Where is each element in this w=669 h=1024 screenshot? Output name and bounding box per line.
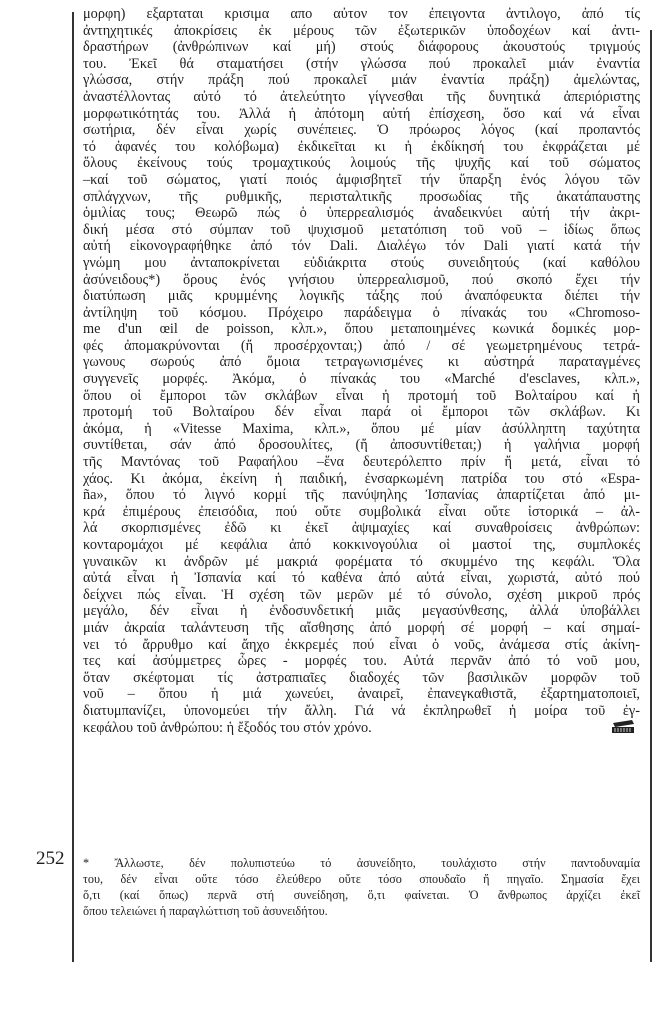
text-line-content: τες καί ἀσύμμετρες ὧρες - μορφές του. Αὐτά περνᾶν ἀπό τό νοῦ μου, xyxy=(83,653,640,670)
text-line-content: τῆς Μαντόνας τοῦ Ραφαήλου –ἕνα δευτερόλεπτο πρίν ἤ μετά, εἶναι τό xyxy=(83,454,640,471)
text-line-content: γωνους σωρούς ἀπό ὅμοια τετραγωνισμένες κι αὐστηρά παραταγμένες xyxy=(83,354,640,371)
text-line-content: διατυμπανίζει, ὑπονομεύει τήν ἄλλη. Γιά νά ἐκπληρωθεῖ ἡ μοίρα τοῦ ἐγ- xyxy=(83,702,640,719)
text-line xyxy=(83,637,640,654)
text-line-content: δραστήρων (ἀνθρώπινων καί μή) στούς διάφορους ἀκουστούς τριγμούς xyxy=(83,39,640,56)
text-line-content: ἀκόμα, ἡ «Vitesse Maxima, κλπ.», ὅπου μέ μίαν ἀσύλληπτη ταχύτητα xyxy=(83,420,640,437)
text-line xyxy=(83,305,640,322)
text-line-content: ὁμιλίας τους; Θεωρῶ πώς ὁ ὑπερρεαλισμός ἀναδεικνύει αὐτή τήν ἀκρι- xyxy=(83,205,640,222)
text-line-content: συγγενεῖς μορφές. Ἀκόμα, ὁ πίνακάς του «Marché d'esclaves, κλπ.», xyxy=(83,371,640,388)
text-line-content: μορφωτικότητάς του. Ἀλλά ἡ ἀπότομη αὐτή ἐπίσχεση, ὅσο καί νά εἶναι xyxy=(83,105,640,122)
text-line xyxy=(83,371,640,388)
text-line xyxy=(83,471,640,488)
text-line-content: ἀσύνειδους*) ὅρους ἑνός γνήσιου ὑπερρεαλισμοῦ, πού σκοπό ἔχει τήν xyxy=(83,271,640,288)
text-line xyxy=(83,504,640,521)
text-line-content: λά σκορπισμένες ἐδῶ κι ἐκεῖ ἀψιμαχίες καί συναθροίσεις ἀνθρώπων: xyxy=(83,520,640,537)
text-line xyxy=(83,437,640,454)
text-line xyxy=(83,554,640,571)
text-line xyxy=(83,23,640,40)
text-line xyxy=(83,255,640,272)
text-line-content: ña», ὅπου τό λιγνό κορμί τῆς πανύψηλης Ἰσπανίας ἀπαρτίζεται ἀπό μι- xyxy=(83,487,640,504)
text-line-content: αὐτά εἶναι ἡ Ἰσπανία καί τό καθένα ἀπό αὐτά εἶναι, χωριστά, αὐτό πού xyxy=(83,570,640,587)
text-line-content: γλώσσα, στήν πράξη πού προκαλεῖ μιάν ἐναντία πράξη) ἀμελώντας, xyxy=(83,72,640,89)
text-line-content: ὅλους ἐκείνους τούς τρομαχτικούς λοιμούς τῆς ψυχῆς καί τοῦ σώματος xyxy=(83,155,640,172)
right-margin-rule xyxy=(650,30,652,962)
text-line-content: νει τό ἄρρυθμο καί ἄηχο ἐκκρεμές πού εἶναι ὁ νοῦς, ἀνάμεσα στίς ἀκίνη- xyxy=(83,636,640,653)
body-text xyxy=(83,6,640,736)
text-line xyxy=(83,172,640,189)
text-line xyxy=(83,106,640,123)
text-line-content: κρά ἐπιμέρους ἐπεισόδια, πού οὔτε συμβολικά εἶναι οὔτε ἱστορικά – ἀλ- xyxy=(83,503,640,520)
text-line-content: κονταρομάχοι μέ κεφάλια ἀπό κοκκινογούλια οἱ μαστοί της, συμπλοκές xyxy=(83,537,640,553)
text-line xyxy=(83,222,640,239)
text-line xyxy=(83,155,640,172)
footnote-line: * Ἄλλωστε, δέν πολυπιστεύω τό ἀσυνείδητο, τουλάχιστο στήν παντοδυναμία xyxy=(83,856,640,870)
text-line-content: me d'un œil de poisson, κλπ.», ὅπου μεταποιημένες κωνικά δομικές μορ- xyxy=(83,321,640,338)
text-line xyxy=(83,603,640,620)
text-line-content: μιάν ἀκραία ταλάντευση τῆς αἴσθησης ἀπό μορφή σέ μορφή – καί σημαί- xyxy=(83,619,640,636)
text-line-content: γνώμη μου ἀνταποκρίνεται εὐδιάκριτα στούς συνειδητούς (καί καθόλου xyxy=(83,254,640,271)
text-line xyxy=(83,388,640,405)
text-line xyxy=(83,686,640,703)
text-line-content: διατύπωση μιᾶς κρυμμένης λογικῆς τάξης πού ἀναπόφευκτα διέπει τήν xyxy=(83,288,640,305)
text-line xyxy=(83,570,640,587)
text-line-content: ὅπου οἱ ἔμποροι τῶν σκλάβων εἶναι ἡ προτομή τοῦ Βολταίρου καί ἡ xyxy=(83,387,640,404)
text-line-content: τό ἀφανές του κολόβωμα) ἐκδικεῖται κι ἡ ἐκδίκησή του ἐκφράζεται μέ xyxy=(83,138,640,155)
text-line xyxy=(83,122,640,139)
typewriter-ornament-icon xyxy=(610,718,636,734)
text-line xyxy=(83,354,640,371)
footnote xyxy=(83,855,640,919)
text-line-content: σωτήρια, δέν εἶναι χωρίς συνέπειες. Ὁ πρόωρος λόγος (καί προπαντός xyxy=(83,122,640,139)
text-line xyxy=(83,404,640,421)
text-line-content: δική μέσα στό σύμπαν τοῦ ψυχισμοῦ μετατόπιση τοῦ νοῦ – ἰδίως ὅπως xyxy=(83,221,640,238)
text-line-content: ἀντηχητικές ἀποκρίσεις ἐκ μέρους τῶν ἐξωτερικῶν ὑποδοχέων καί ἀντι- xyxy=(83,22,640,39)
text-line xyxy=(83,454,640,471)
text-line xyxy=(83,288,640,305)
text-line-content: μεγάλο, δέν εἶναι ἡ ἐνδοσυνδετική μιᾶς μεγασύνθεσης, ἀλλά ὑποβάλλει xyxy=(83,603,640,620)
text-line xyxy=(83,72,640,89)
text-line xyxy=(83,189,640,206)
text-line xyxy=(83,6,640,23)
text-line xyxy=(83,720,640,737)
page-number: 252 xyxy=(36,848,65,869)
text-line-content: ὅταν σκέφτομαι τίς ἀστραπιαῖες διαδοχές τῶν βασιλικῶν μορφῶν τοῦ xyxy=(83,669,640,686)
footnote-line: ὅπου τελειώνει ἡ παραγλώττιση τοῦ ἀσυνειδήτου. xyxy=(83,904,328,918)
text-line-content: ἀντίληψη τοῦ κόσμου. Πρόχειρο παράδειγμα ὁ πίνακάς του «Chromoso- xyxy=(83,304,640,321)
text-line-content: μορφη) εξαρταται κρισιμα απο αὐτον τον ἐπειγοντα ἀντιλογο, ἀπό τίς xyxy=(83,6,640,22)
footnote-line: ὅ,τι (καί ὅπως) περνᾶ στή συνείδηση, ὅ,τι φαίνεται. Ὁ ἄνθρωπος ἀρχίζει ἐκεῖ xyxy=(83,888,640,902)
text-line xyxy=(83,39,640,56)
text-line-content: προτομή τοῦ Βολταίρου δέν εἶναι παρά οἱ ἔμποροι τῶν σκλάβων. Κι xyxy=(83,404,640,421)
text-line-content: –καί τοῦ σώματος, γιατί ποιός ἀμφισβητεῖ τήν ὕπαρξη ἑνός λόγου τῶν xyxy=(83,171,640,188)
text-line-content: δείχνει πώς εἶναι. Ἡ σχέση τῶν μερῶν μέ τό σύνολο, σχέση μικροῦ πρός xyxy=(83,586,640,603)
text-line-content: κεφάλου τοῦ ἀνθρώπου: ἡ ἔξοδός του στόν χρόνο. xyxy=(83,719,372,736)
text-line xyxy=(83,537,640,554)
text-line xyxy=(83,56,640,73)
text-line xyxy=(83,653,640,670)
text-line xyxy=(83,620,640,637)
text-line-content: φές ἀπομακρύνονται (ἤ προσέρχονται;) ἀπό / σέ γεωμετρημένους τετρά- xyxy=(83,337,640,354)
text-line-content: σπλάγχνων, τῆς ρυθμικῆς, περισταλτικῆς προσωδίας τῆς ἀκατάπαυστης xyxy=(83,188,640,205)
text-line-content: γυναικῶν κι ἀνδρῶν μέ μακριά φορέματα τό σκυμμένο της κεφάλι. Ὅλα xyxy=(83,553,640,570)
text-line-content: χάος. Κι ἀκόμα, ἐκείνη ἡ παιδική, ἐνσαρκωμένη πατρίδα του στό «Espa- xyxy=(83,470,640,487)
left-margin-rule xyxy=(72,12,74,962)
text-line xyxy=(83,520,640,537)
text-line xyxy=(83,139,640,156)
text-line xyxy=(83,421,640,438)
text-line-content: ἀναστέλλοντας αὐτό τό ἀτελεύτητο γίγνεσθαι τῆς δυνητικά ἀπεριόριστης xyxy=(83,88,640,105)
text-line xyxy=(83,238,640,255)
text-line xyxy=(83,89,640,106)
text-line xyxy=(83,205,640,222)
text-line xyxy=(83,338,640,355)
text-line xyxy=(83,670,640,687)
text-line-content: νοῦ – ὅπου ἡ μιά χωνεύει, ἀναιρεῖ, ἐπανεγκαθιστᾶ, ἐξαρτηματοποιεῖ, xyxy=(83,686,640,703)
text-line-content: του. Ἐκεῖ θά σταματήσει (στήν γλώσσα πού προκαλεῖ μιάν ἐναντία xyxy=(83,55,640,72)
text-line xyxy=(83,272,640,289)
text-line xyxy=(83,321,640,338)
text-line xyxy=(83,703,640,720)
text-line-content: αὐτή εἰκονογραφήθηκε ἀπό τόν Dali. Διαλέγω τόν Dali γιατί κατά τήν xyxy=(83,238,640,255)
text-line xyxy=(83,487,640,504)
text-line xyxy=(83,587,640,604)
text-line-content: συντίθεται, σάν ἀπό δροσουλίτες, (ἤ ἀποσυντίθεται;) ἡ γαλήνια μορφή xyxy=(83,437,640,454)
footnote-line: του, δέν εἶναι οὔτε τόσο ἐλεύθερο οὔτε τόσο σπουδαῖο ἤ πηγαῖο. Σημασία ἔχει xyxy=(83,872,640,886)
